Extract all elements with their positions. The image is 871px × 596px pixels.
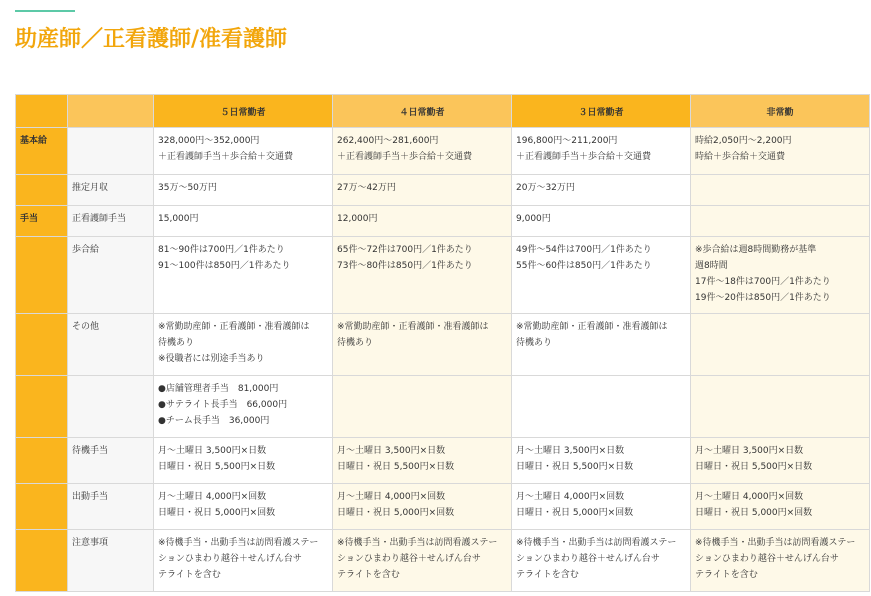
cell-parttime xyxy=(691,438,870,484)
cell-line: 20万～32万円 xyxy=(516,183,575,193)
cell-line: ※待機手当・出動手当は訪問看護ステー xyxy=(516,538,677,548)
cell-4day xyxy=(333,484,512,530)
cell-3day xyxy=(512,314,691,376)
cell-line: 月～土曜日 4,000円×回数 xyxy=(158,492,267,502)
cell-line: 日曜日・祝日 5,000円×回数 xyxy=(337,508,455,518)
table-row xyxy=(16,206,870,237)
cell-line: 91～100件は850円／1件あたり xyxy=(158,261,291,271)
cell-line: ●サテライト長手当 66,000円 xyxy=(158,400,288,410)
cell-4day xyxy=(333,376,512,438)
cell-line: 日曜日・祝日 5,500円×日数 xyxy=(695,462,813,472)
cell-line: 月～土曜日 4,000円×回数 xyxy=(516,492,625,502)
cell-4day xyxy=(333,314,512,376)
cell-line: テライトを含む xyxy=(158,570,221,580)
row-label: 正看護師手当 xyxy=(68,206,154,237)
cell-line: 待機あり xyxy=(337,338,374,348)
cell-line: テライトを含む xyxy=(337,570,400,580)
row-label: 出動手当 xyxy=(68,484,154,530)
cell-line: ＋正看護師手当＋歩合給＋交通費 xyxy=(516,152,652,162)
category-cell xyxy=(16,438,68,484)
header-3day: ３日常勤者 xyxy=(512,95,691,128)
category-cell: 基本給 xyxy=(16,128,68,175)
header-row xyxy=(16,95,870,128)
cell-line: ※歩合給は週8時間勤務が基準 xyxy=(695,245,817,255)
cell-5day xyxy=(154,438,333,484)
table-row xyxy=(16,175,870,206)
cell-line: ●チーム長手当 36,000円 xyxy=(158,416,270,426)
row-label: 歩合給 xyxy=(68,237,154,314)
cell-line: ションひまわり越谷＋せんげん台サ xyxy=(337,554,481,564)
cell-line: 月～土曜日 3,500円×日数 xyxy=(158,446,267,456)
cell-line: 日曜日・祝日 5,000円×回数 xyxy=(516,508,634,518)
cell-3day xyxy=(512,438,691,484)
row-label: 待機手当 xyxy=(68,438,154,484)
row-label: 注意事項 xyxy=(68,530,154,592)
cell-line: 27万～42万円 xyxy=(337,183,396,193)
cell-5day xyxy=(154,314,333,376)
cell-3day xyxy=(512,206,691,237)
cell-parttime xyxy=(691,484,870,530)
cell-line: ※待機手当・出動手当は訪問看護ステー xyxy=(695,538,856,548)
cell-line: 12,000円 xyxy=(337,214,378,224)
cell-line: 17件～18件は700円／1件あたり xyxy=(695,277,831,287)
cell-line: 73件～80件は850円／1件あたり xyxy=(337,261,473,271)
cell-5day xyxy=(154,175,333,206)
title-accent-line xyxy=(15,10,75,12)
cell-line: 日曜日・祝日 5,500円×日数 xyxy=(337,462,455,472)
cell-line: ションひまわり越谷＋せんげん台サ xyxy=(158,554,302,564)
cell-line: ※常勤助産師・正看護師・准看護師は xyxy=(158,322,310,332)
cell-parttime xyxy=(691,530,870,592)
cell-line: 週8時間 xyxy=(695,261,728,271)
row-label: 推定月収 xyxy=(68,175,154,206)
cell-line: 時給2,050円～2,200円 xyxy=(695,136,792,146)
cell-5day xyxy=(154,484,333,530)
table-row xyxy=(16,314,870,376)
cell-line: 49件～54件は700円／1件あたり xyxy=(516,245,652,255)
table-row xyxy=(16,128,870,175)
cell-parttime xyxy=(691,314,870,376)
row-label: その他 xyxy=(68,314,154,376)
category-cell xyxy=(16,484,68,530)
cell-4day xyxy=(333,128,512,175)
row-label xyxy=(68,376,154,438)
cell-4day xyxy=(333,206,512,237)
cell-line: 月～土曜日 4,000円×回数 xyxy=(695,492,804,502)
category-cell xyxy=(16,376,68,438)
cell-line: 262,400円～281,600円 xyxy=(337,136,439,146)
cell-3day xyxy=(512,530,691,592)
cell-line: ※常勤助産師・正看護師・准看護師は xyxy=(337,322,489,332)
cell-line: 時給＋歩合給＋交通費 xyxy=(695,152,786,162)
cell-line: ※待機手当・出動手当は訪問看護ステー xyxy=(158,538,319,548)
cell-parttime xyxy=(691,206,870,237)
cell-line: 日曜日・祝日 5,000円×回数 xyxy=(695,508,813,518)
cell-line: ※待機手当・出動手当は訪問看護ステー xyxy=(337,538,498,548)
cell-3day xyxy=(512,484,691,530)
category-cell xyxy=(16,237,68,314)
table-row xyxy=(16,438,870,484)
table-row xyxy=(16,376,870,438)
cell-4day xyxy=(333,530,512,592)
cell-line: 月～土曜日 3,500円×日数 xyxy=(516,446,625,456)
cell-5day xyxy=(154,237,333,314)
cell-3day xyxy=(512,237,691,314)
header-5day: ５日常勤者 xyxy=(154,95,333,128)
cell-line: 月～土曜日 3,500円×日数 xyxy=(337,446,446,456)
cell-4day xyxy=(333,237,512,314)
cell-4day xyxy=(333,438,512,484)
cell-line: ＋正看護師手当＋歩合給＋交通費 xyxy=(337,152,473,162)
cell-line: 15,000円 xyxy=(158,214,199,224)
cell-line: 9,000円 xyxy=(516,214,551,224)
cell-line: ※常勤助産師・正看護師・准看護師は xyxy=(516,322,668,332)
cell-line: ●店舗管理者手当 81,000円 xyxy=(158,384,279,394)
cell-line: 35万～50万円 xyxy=(158,183,217,193)
cell-line: 19件～20件は850円／1件あたり xyxy=(695,293,831,303)
page-title: 助産師／正看護師/准看護師 xyxy=(15,27,288,52)
cell-parttime xyxy=(691,128,870,175)
cell-line: テライトを含む xyxy=(516,570,579,580)
cell-line: 月～土曜日 3,500円×日数 xyxy=(695,446,804,456)
cell-5day xyxy=(154,206,333,237)
cell-line: 月～土曜日 4,000円×回数 xyxy=(337,492,446,502)
cell-line: 55件～60件は850円／1件あたり xyxy=(516,261,652,271)
cell-5day xyxy=(154,376,333,438)
cell-3day xyxy=(512,128,691,175)
cell-5day xyxy=(154,530,333,592)
cell-line: 待機あり xyxy=(516,338,553,348)
header-4day: ４日常勤者 xyxy=(333,95,512,128)
cell-line: テライトを含む xyxy=(695,570,758,580)
category-cell xyxy=(16,175,68,206)
row-label xyxy=(68,128,154,175)
table-row xyxy=(16,484,870,530)
salary-table xyxy=(15,94,870,592)
cell-line: ションひまわり越谷＋せんげん台サ xyxy=(695,554,839,564)
table-row xyxy=(16,530,870,592)
cell-5day xyxy=(154,128,333,175)
cell-line: ※役職者には別途手当あり xyxy=(158,354,265,364)
header-parttime: 非常勤 xyxy=(691,95,870,128)
cell-line: 65件～72件は700円／1件あたり xyxy=(337,245,473,255)
category-cell: 手当 xyxy=(16,206,68,237)
cell-line: 日曜日・祝日 5,500円×日数 xyxy=(158,462,276,472)
cell-line: 日曜日・祝日 5,000円×回数 xyxy=(158,508,276,518)
cell-3day xyxy=(512,175,691,206)
cell-line: ションひまわり越谷＋せんげん台サ xyxy=(516,554,660,564)
cell-parttime xyxy=(691,237,870,314)
cell-4day xyxy=(333,175,512,206)
cell-line: 待機あり xyxy=(158,338,195,348)
cell-line: ＋正看護師手当＋歩合給＋交通費 xyxy=(158,152,294,162)
cell-3day xyxy=(512,376,691,438)
header-category xyxy=(16,95,68,128)
cell-line: 日曜日・祝日 5,500円×日数 xyxy=(516,462,634,472)
header-item xyxy=(68,95,154,128)
cell-parttime xyxy=(691,376,870,438)
cell-line: 81～90件は700円／1件あたり xyxy=(158,245,285,255)
cell-line: 328,000円～352,000円 xyxy=(158,136,260,146)
table-row xyxy=(16,237,870,314)
category-cell xyxy=(16,314,68,376)
category-cell xyxy=(16,530,68,592)
cell-parttime xyxy=(691,175,870,206)
cell-line: 196,800円～211,200円 xyxy=(516,136,618,146)
